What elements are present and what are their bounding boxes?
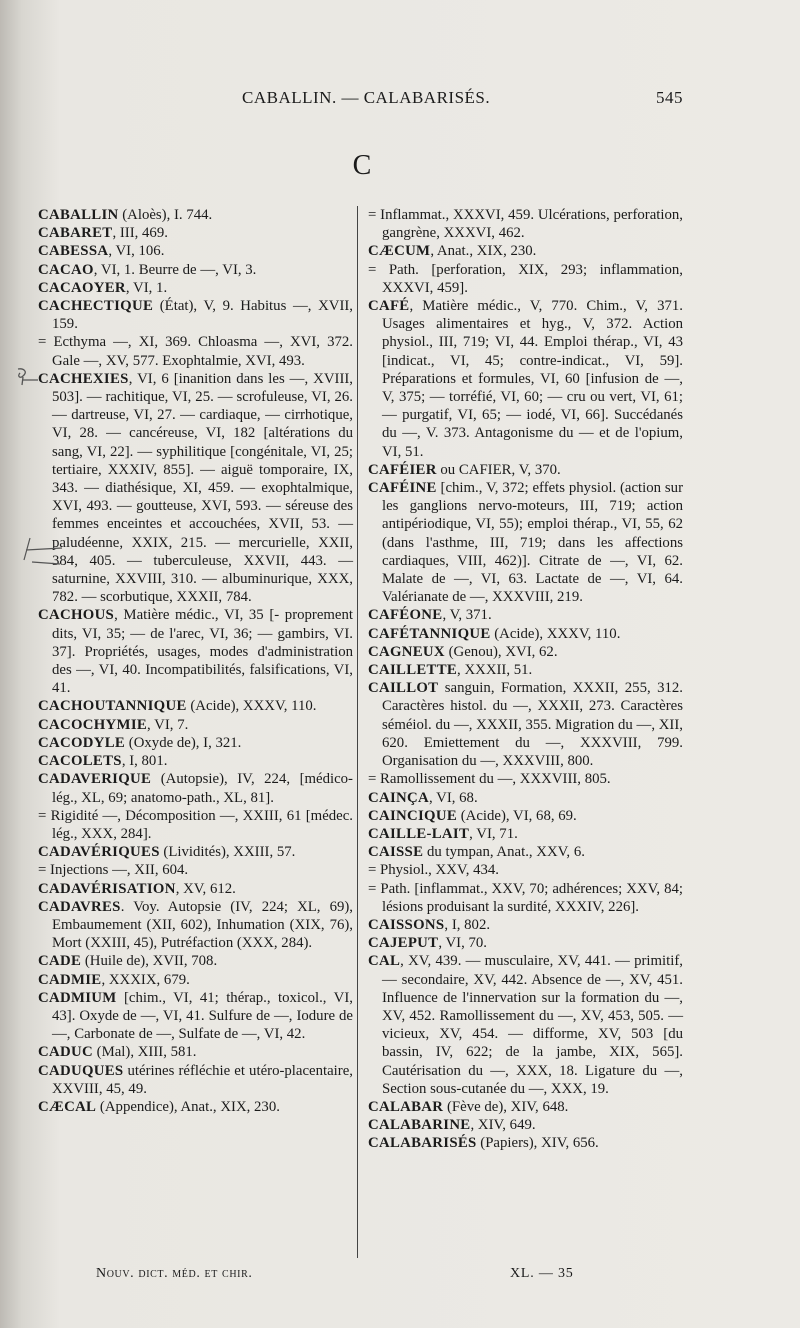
running-header (0, 88, 800, 112)
entry-headword: CADUQUES (38, 1062, 124, 1079)
index-entry (368, 1098, 683, 1116)
index-entry (38, 1062, 353, 1098)
entry-headword: CAFÉINE (368, 480, 437, 497)
entry-references: = Inflammat., XXXVI, 459. Ulcérations, perforation, gangrène, XXXVI, 462. (368, 207, 683, 242)
entry-references: (Autopsie), IV, 224, [médico-lég., XL, 69; anatomo-path., XL, 81]. (52, 771, 353, 806)
entry-references: = Ramollissement du —, XXXVIII, 805. (368, 771, 611, 788)
entry-references: sanguin, Formation, XXXII, 255, 312. Caractères histol. du —, XXXII, 273. Caractères séméiol. du —, XXXII, 355. Migration du —, XII, 620. Emiettement du —, XXXVIII, 799. Organisation du —, XXXVIII, 800. (382, 680, 683, 770)
entry-headword: CAFÉ (368, 298, 410, 315)
index-entry (368, 625, 683, 643)
entry-references: , XXXIX, 679. (101, 971, 190, 988)
index-entry (38, 333, 353, 369)
entry-references: , XV, 612. (175, 880, 236, 897)
entry-references: [chim., VI, 41; thérap., toxicol., VI, 43]. Oxyde de —, VI, 41. Sulfure de —, Iodure de —, Carbonate de —, Sulfate de —, VI, 42. (52, 989, 353, 1043)
index-entry (368, 261, 683, 297)
index-entry (38, 206, 353, 224)
index-entry (38, 898, 353, 953)
entry-references: = Path. [perforation, XIX, 293; inflammation, XXXVI, 459]. (368, 261, 683, 296)
index-entry (368, 952, 683, 1098)
index-entry (368, 934, 683, 952)
entry-headword: CAILLOT (368, 680, 439, 697)
entry-references: (Genou), XVI, 62. (444, 643, 558, 660)
index-entry (368, 1134, 683, 1152)
entry-headword: CACAOYER (38, 279, 126, 296)
index-entry (38, 952, 353, 970)
index-entry (368, 861, 683, 879)
entry-references: , Matière médic., V, 770. Chim., V, 371. Usages alimentaires et hyg., V, 372. Action physiol., III, 719; VI, 44. Emploi thérap., VI, 43 [indicat., VI, 45; contre-indicat., VI, 59]. Préparations et formules, VI, 60 [infusion de —, V, 375; — torréfié, VI, 60; — cru ou vert, VI, 61; — purgatif, VI, 65; — iodé, VI, 66]. Succédanés du —, V. 373. Antagonisme du — et de l'opium, VI, 51. (382, 298, 683, 460)
right-column (368, 206, 683, 1153)
entry-references: (Mal), XIII, 581. (92, 1044, 197, 1061)
entry-references: , VI, 106. (108, 243, 165, 260)
entry-references: , VI, 1. Beurre de —, VI, 3. (93, 261, 257, 278)
index-entry (368, 606, 683, 624)
index-entry (368, 643, 683, 661)
entry-headword: CAILLE-LAIT (368, 825, 470, 842)
index-entry (38, 770, 353, 806)
entry-headword: CAILLETTE (368, 662, 458, 679)
index-entry (38, 843, 353, 861)
index-entry (38, 861, 353, 879)
entry-headword: CALABARINE (368, 1117, 471, 1134)
entry-headword: CACOLETS (38, 753, 122, 770)
entry-references: (Acide), XXXV, 110. (186, 698, 317, 715)
section-letter: C (352, 150, 372, 181)
entry-references: , XV, 439. — musculaire, XV, 441. — primitif, — secondaire, XV, 442. Absence de —, XV, 451. Influence de l'innervation sur la formation du —, XV, 452. Ramollissement du —, XV, 453, 505. — vicieux, XV, 454. — difforme, XV, 503 [du bassin, IV, 622; de la jambe, XIX, 565]. Cautérisation du —, XXX, 18. Ligature du —, Section sous-cutanée du —, XXX, 19. (382, 953, 683, 1097)
entry-references: (Acide), VI, 68, 69. (457, 807, 577, 824)
entry-headword: CADAVÉRISATION (38, 880, 176, 897)
column-divider (357, 206, 358, 1258)
entry-references: . Voy. Autopsie (IV, 224; XL, 69), Embaumement (XII, 602), Inhumation (XIX, 76), Mort (XXIII, 45), Putréfaction (XXX, 284). (52, 898, 353, 952)
margin-pencil-bracket-icon (20, 536, 64, 566)
entry-headword: CAFÉIER (368, 461, 437, 478)
index-entry (368, 843, 683, 861)
entry-headword: CABALLIN (38, 207, 119, 223)
index-entry (368, 807, 683, 825)
entry-references: = Rigidité —, Décomposition —, XXIII, 61 [médec. lég., XXX, 284]. (38, 807, 353, 842)
entry-headword: CÆCAL (38, 1098, 97, 1115)
entry-headword: CAINCIQUE (368, 807, 458, 824)
entry-references: , XXXII, 51. (457, 662, 533, 679)
page-number: 545 (656, 88, 683, 107)
entry-references: , III, 469. (112, 225, 168, 242)
entry-headword: CABESSA (38, 243, 109, 260)
entry-references: , I, 801. (121, 753, 168, 770)
index-entry (38, 606, 353, 697)
entry-headword: CAISSE (368, 844, 424, 861)
index-entry (38, 297, 353, 333)
entry-headword: CAFÉONE (368, 607, 443, 624)
entry-references: (Papiers), XIV, 656. (476, 1135, 599, 1152)
index-entry (38, 807, 353, 843)
entry-references: (Appendice), Anat., XIX, 230. (96, 1098, 280, 1115)
entry-references: utérines réfléchie et utéro-placentaire, XXVIII, 45, 49. (52, 1062, 353, 1097)
page-footer (0, 1266, 800, 1286)
entry-references: (Oxyde de), I, 321. (125, 734, 242, 751)
index-entry (368, 479, 683, 606)
index-entry (38, 1098, 353, 1116)
entry-headword: CADAVRES (38, 898, 121, 915)
entry-headword: CACHEXIES (38, 370, 129, 387)
index-entry (38, 716, 353, 734)
index-entry (368, 679, 683, 770)
entry-headword: CADAVERIQUE (38, 771, 152, 788)
entry-headword: CABARET (38, 225, 113, 242)
entry-references: , V, 371. (442, 607, 492, 624)
index-entry (368, 206, 683, 242)
entry-headword: CADMIE (38, 971, 102, 988)
entry-headword: CADE (38, 953, 82, 970)
left-column (38, 206, 353, 1116)
index-entry (368, 461, 683, 479)
entry-headword: CAINÇA (368, 789, 429, 806)
entry-references: = Path. [inflammat., XXV, 70; adhérences; XXV, 84; lésions produisant la surdité, XXXIV, 226]. (368, 880, 683, 915)
index-entry (38, 989, 353, 1044)
index-entry (368, 789, 683, 807)
entry-headword: CACOCHYMIE (38, 716, 148, 733)
entry-references: , XIV, 649. (470, 1117, 536, 1134)
entry-headword: CAGNEUX (368, 643, 445, 660)
entry-references: = Ecthyma —, XI, 369. Chloasma —, XVI, 372. Gale —, XV, 577. Exophtalmie, XVI, 493. (38, 334, 353, 369)
entry-headword: CADUC (38, 1044, 93, 1061)
index-entry (38, 261, 353, 279)
entry-references: (Aloès), I. 744. (118, 207, 213, 223)
entry-references: du tympan, Anat., XXV, 6. (423, 844, 585, 861)
footer-volume-sheet: XL. — 35 (510, 1266, 574, 1281)
entry-references: , Matière médic., VI, 35 [- proprement dits, VI, 35; — de l'arec, VI, 36; — gambirs, VI. 37]. Propriétés, usages, modes d'administration des —, VI, 40. Incompatibilités, falsifications, VI, 41. (52, 607, 353, 697)
entry-references: , VI, 1. (125, 279, 168, 296)
entry-references: = Injections —, XII, 604. (38, 862, 189, 879)
header-title: CABALLIN. — CALABARISÉS. (242, 88, 491, 107)
index-entry (368, 880, 683, 916)
entry-references: (Lividités), XXIII, 57. (159, 844, 296, 861)
entry-references: = Physiol., XXV, 434. (368, 862, 499, 879)
index-entry (38, 242, 353, 260)
entry-references: , VI, 7. (147, 716, 189, 733)
entry-references: , I, 802. (444, 916, 491, 933)
entry-references: , VI, 6 [inanition dans les —, XVIII, 503]. — rachitique, VI, 25. — scrofuleuse, VI, 26. — dartreuse, VI, 27. — cardiaque, — cirrhotique, VI, 28. — cancéreuse, VI, 182 [altérations du sang, VI, 22]. — syphilitique [congénitale, VI, 25; tertiaire, XXXIV, 855]. — aiguë tomporaire, IX, 343. — diathésique, XI, 459. — exophtalmique, XVI, 493. — goutteuse, XVI, 593. — séreuse des femmes enceintes et accouchées, XVII, 53. — paludéenne, XXIX, 215. — mercurielle, XXII, 384, 405. — tuberculeuse, XXVII, 443. — saturnine, XXVIII, 310. — albuminurique, XXX, 782. — scorbutique, XXXII, 784. (52, 370, 353, 606)
entry-headword: CAFÉTANNIQUE (368, 625, 491, 642)
entry-headword: CADMIUM (38, 989, 117, 1006)
index-entry (368, 825, 683, 843)
index-entry (38, 971, 353, 989)
index-entry (368, 770, 683, 788)
margin-pencil-mark-icon (14, 366, 40, 386)
entry-references: , VI, 71. (469, 825, 518, 842)
entry-references: (Huile de), XVII, 708. (81, 953, 218, 970)
entry-references: [chim., V, 372; effets physiol. (action sur les ganglions nervo-moteurs, III, 719; action antipériodique, VI, 55); emploi thérap., VI, 55, 62 (dans l'asthme, III, 719; dans les affections cardiaques, VIII, 462)]. Citrate de —, VI, 62. Malate de —, VI, 63. Lactate de —, VI, 64. Valérianate de —, XXXVIII, 219. (382, 480, 683, 606)
index-entry (38, 880, 353, 898)
entry-headword: CACHECTIQUE (38, 298, 154, 315)
entry-headword: CAISSONS (368, 916, 445, 933)
entry-headword: CACODYLE (38, 734, 126, 751)
entry-references: , VI, 70. (438, 935, 487, 952)
index-entry (38, 1043, 353, 1061)
entry-headword: CADAVÉRIQUES (38, 844, 160, 861)
index-entry (368, 916, 683, 934)
footer-signature: Nouv. dict. méd. et chir. (96, 1266, 253, 1281)
entry-headword: CACHOUTANNIQUE (38, 698, 187, 715)
index-entry (38, 370, 353, 607)
index-entry (368, 1116, 683, 1134)
index-entry (368, 297, 683, 461)
entry-references: (État), V, 9. Habitus —, XVII, 159. (52, 298, 353, 333)
entry-references: , Anat., XIX, 230. (430, 243, 537, 260)
index-entry (38, 752, 353, 770)
entry-headword: CALABAR (368, 1098, 444, 1115)
entry-headword: CACAO (38, 261, 94, 278)
entry-headword: CÆCUM (368, 243, 431, 260)
entry-references: , VI, 68. (429, 789, 478, 806)
entry-references: (Acide), XXXV, 110. (490, 625, 621, 642)
index-entry (38, 224, 353, 242)
index-entry (38, 734, 353, 752)
index-entry (38, 279, 353, 297)
entry-headword: CALABARISÉS (368, 1135, 477, 1152)
index-entry (368, 661, 683, 679)
entry-headword: CACHOUS (38, 607, 115, 624)
index-entry (368, 242, 683, 260)
entry-headword: CAL (368, 953, 401, 970)
entry-references: ou CAFIER, V, 370. (436, 461, 561, 478)
index-entry (38, 697, 353, 715)
entry-headword: CAJEPUT (368, 935, 439, 952)
entry-references: (Fève de), XIV, 648. (443, 1098, 569, 1115)
